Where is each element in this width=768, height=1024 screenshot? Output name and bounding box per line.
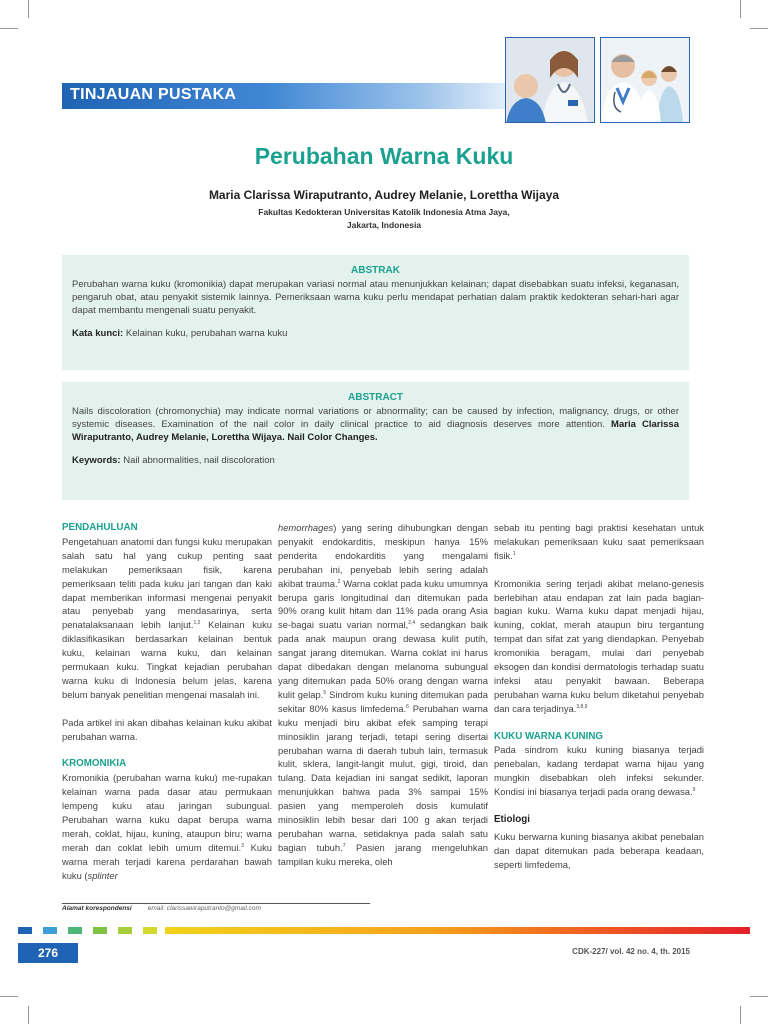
keywords-label: Keywords: — [72, 455, 121, 466]
paragraph — [494, 577, 704, 716]
section-heading: KUKU WARNA KUNING — [494, 730, 604, 742]
footer-color-bar — [18, 925, 750, 936]
paragraph — [278, 521, 488, 869]
abstract-body: Nails discoloration (chromonychia) may indicate normal variations or abnormality; can be caused by infection, malignancy, drugs, or other systemic diseases. Examination of the nail color in daily clinical practice to aid diagnosis deserves more attention. — [72, 406, 679, 430]
text-run: Kelainan kuku diklasifikasikan berdasarkan kelainan bentuk kuku, kelainan warna kuku, dan kelainan permukaan kuku. Tingkat kejadian perubahan warna kuku di Indonesia belum jelas, karena belum banyak penelitian mengenai masalah ini. — [62, 619, 272, 700]
article-authors: Maria Clarissa Wiraputranto, Audrey Melanie, Lorettha Wijaya — [208, 188, 560, 202]
paragraph — [62, 535, 272, 702]
text-run: ) yang sering dihubungkan dengan penyakit endokarditis, meskipun hanya 15% penderita endokarditis yang mengalami perubahan ini, penyebab lebih sering adalah akibat trauma. — [278, 522, 488, 589]
text-run: sebab itu penting bagi praktisi kesehatan untuk melakukan pemeriksaan kuku saat pemeriksaan fisik. — [494, 522, 704, 561]
reference-sup: 3 — [241, 842, 244, 849]
text-run: Warna coklat pada kuku umumnya berupa garis longitudinal dan ditemukan pada 90% orang kulit hitam dan 11% pada orang Asia se-bagai suatu varian normal, — [278, 577, 488, 631]
abstract-heading: ABSTRACT — [348, 392, 403, 403]
text-run: Pasien jarang mengeluhkan tampilan kuku mereka, oleh — [278, 841, 488, 867]
crop-mark — [740, 0, 741, 18]
text-run: Pada sindrom kuku kuning biasanya terjadi penebalan, kadang terdapat warna hijau yang mungkin disebabkan oleh infeksi sekunder. Kondisi ini biasanya terjadi pada orang dewasa. — [494, 744, 704, 798]
paragraph: Kuku berwarna kuning biasanya akibat penebalan dan dapat ditemukan pada beberapa keadaan, seperti limfedema, — [494, 830, 704, 870]
subsection-heading: Etiologi — [494, 813, 530, 825]
footnote — [62, 905, 261, 912]
reference-sup: 7 — [342, 842, 346, 849]
crop-mark — [0, 28, 18, 29]
abstrak-heading: ABSTRAK — [351, 265, 400, 276]
keywords-label: Kata kunci: — [72, 328, 124, 339]
text-run: Kromonikia sering terjadi akibat melano-genesis berlebihan atau endapan zat lain pada bagian-bagian kuku. Warna kuku dapat menjadi hijau, kuning, coklat, merah ataupun biru tergantung tempat dan sifat zat yang diendapkan. Penyebab kromonikia beragam, mulai dari penyebab eksogen dan kondisi dermatologis terhadap suatu infeksi atau penyakit bawaan. Beberapa perubahan warna kuku belum diketahui penyebab dan cara terjadinya. — [494, 577, 704, 714]
article-title: Perubahan Warna Kuku — [254, 143, 514, 169]
reference-sup: 2,4 — [408, 620, 416, 627]
keywords-text: Kelainan kuku, perubahan warna kuku — [123, 328, 288, 339]
crop-mark — [28, 0, 29, 18]
text-run: Sindrom kuku kuning ditemukan pada sekitar 80% kasus limfedema. — [278, 688, 488, 714]
reference-sup: 1 — [512, 550, 516, 557]
medical-team-illustration — [601, 38, 690, 123]
text-run-italic: splinter — [87, 869, 118, 881]
section-heading: KROMONIKIA — [62, 758, 127, 770]
text-run: Pengetahuan anatomi dan fungsi kuku merupakan salah satu hal yang cukup penting saat melakukan pemeriksaan fisik, karena pemeriksaan teliti pada kuku jari tangan dan kaki dapat memberikan informasi mengenai penyakit atau penyebab yang mendasarinya, serta penatalaksanaan lebih lanjut. — [62, 535, 272, 631]
abstract-text — [72, 405, 679, 444]
text-run: Kromonikia (perubahan warna kuku) me-rupakan kelainan warna pada dasar atau permukaan lempeng kuku atau jaringan subungual. Perubahan warna kuku dapat berupa warna merah, coklat, hijau, kuning, ataupun biru; warna merah dan coklat lebih umum ditemui. — [62, 772, 272, 853]
text-run: Kuku warna merah terjadi karena perdarahan bawah kuku ( — [62, 841, 272, 881]
footnote-email: email: clarissawiraputranto@gmail.com — [147, 905, 261, 912]
medical-team-photo — [600, 37, 690, 123]
text-run: sedangkan baik pada anak maupun orang dewasa kulit putih, sangat jarang ditemukan. Warna coklat ini harus dapat dibedakan dengan melanoma subungual yang ditemukan pada 50% orang dengan warna kulit gelap. — [278, 619, 488, 700]
reference-sup: 3,8,9 — [576, 703, 588, 710]
crop-mark — [740, 1006, 741, 1024]
paragraph — [494, 743, 704, 799]
reference-sup: 9 — [692, 787, 696, 794]
doctor-child-illustration — [506, 38, 595, 123]
reference-sup: 5 — [323, 689, 327, 696]
crop-mark — [28, 1006, 29, 1024]
text-column-2 — [278, 521, 488, 883]
crop-mark — [0, 996, 18, 997]
abstrak-box — [62, 255, 689, 370]
paragraph — [62, 771, 272, 882]
text-run: Perubahan warna kuku menjadi biru akibat efek samping terapi minosiklin jarang terjadi, tetapi sering disertai perubahan warna di daerah tubuh lain, termasuk kulit, sklera, langit-langit mulut, gigi, tiroid, dan tulang. Data kejadian ini sangat sedikit, laporan menunjukkan bahwa pada 3% sampai 15% pasien yang memperoleh dosis kumulatif minosiklin lebih besar dari 100 g akan terjadi perubahan warna, setidaknya pada salah satu bagian tubuh. — [278, 702, 488, 853]
paragraph — [494, 521, 704, 563]
page-number: 276 — [18, 943, 78, 963]
text-column-1 — [62, 521, 272, 896]
keywords-text: Nail abnormalities, nail discoloration — [120, 455, 275, 466]
affiliation-line: Fakultas Kedokteran Universitas Katolik Indonesia Atma Jaya, — [258, 207, 510, 217]
abstrak-text: Perubahan warna kuku (kromonikia) dapat merupakan variasi normal atau menunjukkan kelainan; dapat disebabkan suatu infeksi, keganasan, pengaruh obat, atau penyakit sistemik lainnya. Pemeriksaan warna kuku perlu mendapat perhatian dalam praktik kedokteran sehari-hari agar dapat membantu mengenali suatu penyakit. — [72, 279, 679, 316]
abstract-box — [62, 382, 689, 500]
doctor-child-photo — [505, 37, 595, 123]
reference-sup: 1,2 — [193, 620, 201, 627]
crop-mark — [750, 996, 768, 997]
text-column-3 — [494, 521, 704, 886]
abstrak-keywords — [72, 327, 679, 340]
article-affiliation — [0, 206, 768, 232]
crop-mark — [750, 28, 768, 29]
footnote-label: Alamat korespondensi — [62, 905, 132, 912]
text-run-italic: hemorrhages — [278, 522, 334, 533]
footnote-rule — [62, 903, 370, 904]
reference-sup: 6 — [406, 703, 409, 710]
abstract-keywords — [72, 454, 679, 467]
abstract-citation: Maria Clarissa Wiraputranto, Audrey Melanie, Lorettha Wijaya. Nail Color Changes. — [72, 419, 679, 443]
section-label: TINJAUAN PUSTAKA — [70, 86, 237, 103]
affiliation-line: Jakarta, Indonesia — [346, 220, 422, 230]
section-banner — [62, 83, 512, 109]
journal-citation: CDK-227/ vol. 42 no. 4, th. 2015 — [572, 947, 690, 956]
section-heading: PENDAHULUAN — [62, 522, 138, 533]
paragraph: Pada artikel ini akan dibahas kelainan kuku akibat perubahan warna. — [62, 716, 272, 742]
reference-sup: 2 — [337, 578, 341, 585]
